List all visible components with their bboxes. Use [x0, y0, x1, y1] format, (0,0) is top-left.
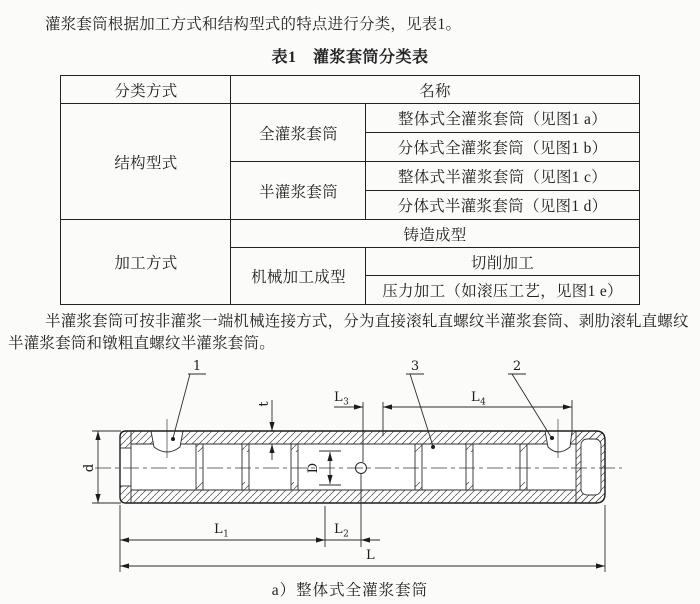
dim-d: [82, 431, 121, 503]
dim-label-L: L: [366, 548, 375, 564]
table-row: [61, 104, 639, 133]
end-seal-groove: [581, 439, 601, 495]
note-paragraph: [8, 311, 692, 355]
cell-full-integral: 整体式全灌浆套筒（见图1 a）: [366, 104, 639, 133]
sleeve-shell: [120, 431, 605, 503]
dim-label-L3: $L_3$: [334, 390, 349, 408]
cell-full-split: 分体式全灌浆套筒（见图1 b）: [366, 133, 639, 162]
cell-process-type: 加工方式: [61, 220, 231, 305]
note-line-2: 半灌浆套筒和镦粗直螺纹半灌浆套筒。: [8, 335, 275, 353]
cell-full-sleeve: 全灌浆套筒: [231, 104, 366, 162]
figure-caption: a）整体式全灌浆套筒: [271, 582, 429, 600]
cell-half-integral: 整体式半灌浆套筒（见图1 c）: [366, 162, 639, 191]
header-classification: 分类方式: [61, 76, 231, 104]
table-row: [61, 220, 639, 248]
callout-2-label: 2: [512, 359, 522, 375]
cell-machining: 机械加工成型: [231, 248, 366, 305]
cell-pressure: 压力加工（如滚压工艺，见图1 e）: [366, 276, 639, 305]
intro-paragraph: 灌浆套筒根据加工方式和结构型式的特点进行分类，见表1。: [45, 16, 462, 33]
classification-table: [60, 75, 639, 305]
top-wall-hatch: [120, 431, 605, 444]
dim-label-L1: $L_1$: [214, 522, 229, 540]
callout-1: [171, 359, 206, 441]
cell-half-sleeve: 半灌浆套筒: [231, 162, 366, 220]
dim-L1: [120, 505, 325, 572]
dim-label-d: d: [82, 464, 97, 473]
dim-L: [120, 505, 605, 572]
table-title: 表1 灌浆套筒分类表: [271, 49, 429, 67]
dim-label-L2: $L_2$: [334, 522, 349, 540]
callout-1-label: 1: [192, 359, 202, 375]
cell-casting: 铸造成型: [231, 220, 639, 248]
note-line-1: 半灌浆套筒可按非灌浆一端机械连接方式，分为直接滚轧直螺纹半灌浆套筒、剥肋滚轧直螺纹: [45, 313, 689, 331]
bottom-wall-hatch: [120, 490, 605, 503]
callout-2: [508, 359, 554, 440]
table-row: [61, 76, 639, 104]
header-name: 名称: [231, 76, 639, 104]
callout-3-label: 3: [410, 359, 420, 375]
dim-label-L4: $L_4$: [471, 390, 486, 408]
cell-half-split: 分体式半灌浆套筒（见图1 d）: [366, 191, 639, 220]
dim-L4: [383, 390, 572, 434]
cell-structure-type: 结构型式: [61, 104, 231, 220]
dim-label-t: t: [257, 401, 272, 408]
dim-label-D: D: [306, 463, 321, 474]
cell-cutting: 切削加工: [366, 248, 639, 276]
sleeve-section-figure: [0, 356, 700, 578]
